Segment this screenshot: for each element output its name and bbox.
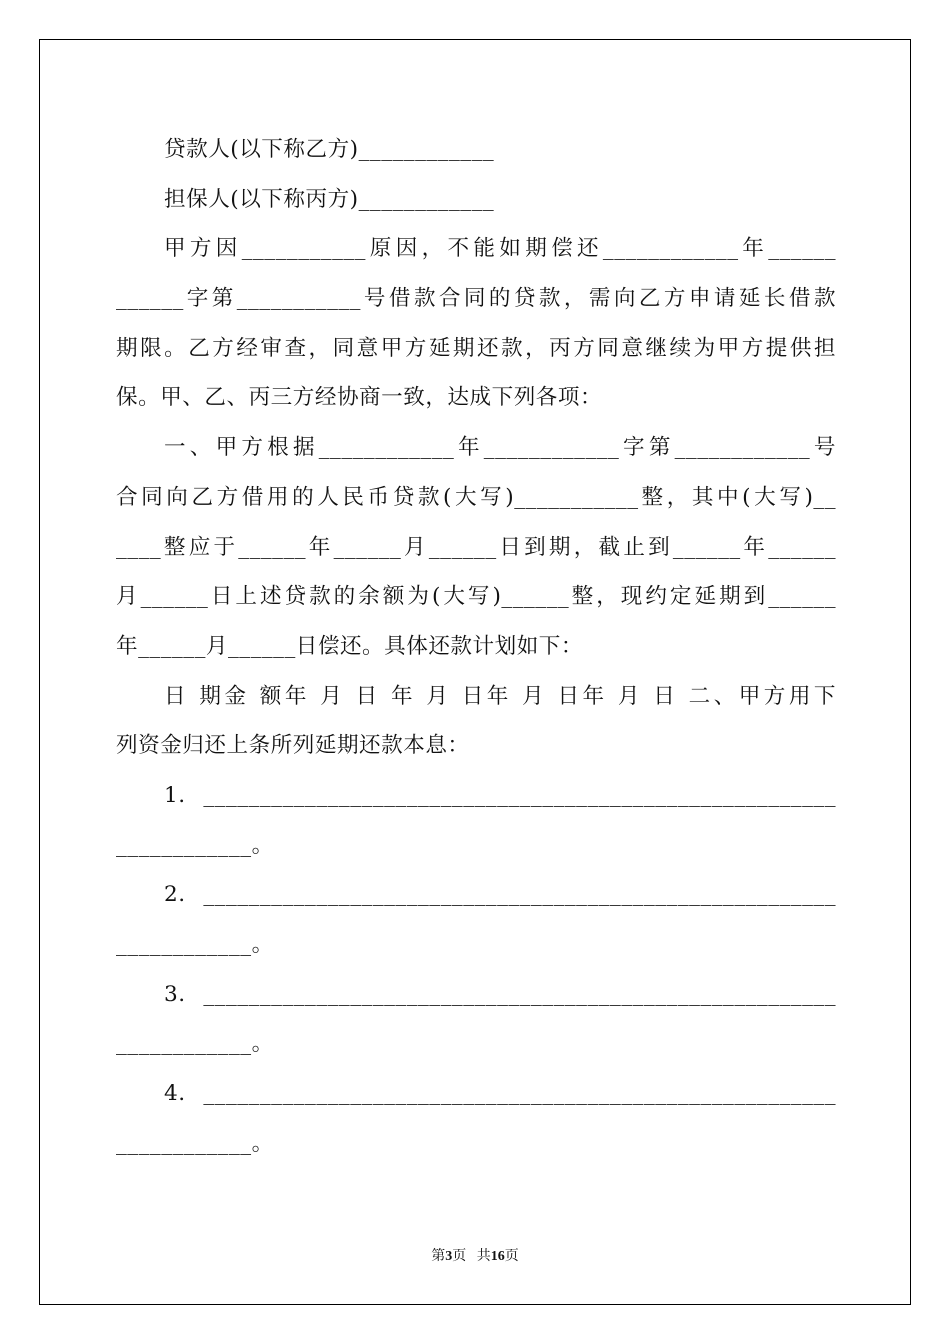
paragraph-line: 甲方因___________原因，不能如期偿还____________年______ [164, 236, 836, 262]
paragraph-line: ______字第___________号借款合同的贷款，需向乙方申请延长借款 [116, 286, 836, 312]
fund-item-3: 3. ________________________________________________________ [164, 981, 836, 1007]
page-footer [0, 1245, 950, 1265]
clause-one-line: 一、甲方根据____________年____________字第____________号 [164, 435, 836, 461]
fund-item-2-end: ____________。 [116, 932, 274, 957]
fund-item-1-end: ____________。 [116, 832, 274, 858]
page-unit: 页 [452, 1249, 467, 1264]
clause-one-line: 月______日上述贷款的余额为(大写)______整，现约定延期到______ [116, 584, 836, 610]
page-current: 3 [445, 1249, 453, 1264]
fund-item-1: 1. ________________________________________________________ [164, 782, 836, 808]
paragraph-line: 保。甲、乙、丙三方经协商一致，达成下列各项： [116, 385, 603, 411]
clause-one-line: 合同向乙方借用的人民币贷款(大写)___________整，其中(大写)__ [116, 484, 836, 510]
lender-line: 贷款人(以下称乙方)____________ [164, 137, 495, 162]
total-prefix: 共 [476, 1249, 491, 1264]
total-unit: 页 [504, 1249, 519, 1264]
clause-two-line: 列资金归还上条所列延期还款本息： [116, 733, 470, 759]
clause-one-line: 年______月______日偿还。具体还款计划如下： [116, 633, 583, 659]
fund-item-4: 4. ________________________________________________________ [164, 1081, 836, 1107]
paragraph-line: 期限。乙方经审查，同意甲方延期还款，丙方同意继续为甲方提供担 [116, 335, 836, 361]
fund-item-3-end: ____________。 [116, 1031, 274, 1057]
fund-item-4-end: ____________。 [116, 1130, 274, 1156]
document-body [116, 125, 836, 1168]
fund-item-2: 2. ________________________________________________________ [164, 882, 836, 908]
page-total: 16 [490, 1249, 505, 1264]
guarantor-line: 担保人(以下称丙方)____________ [164, 186, 495, 212]
page-prefix: 第 [431, 1249, 446, 1264]
clause-one-line: ____整应于______年______月______日到期，截止到______年______ [116, 534, 836, 560]
schedule-line: 日 期金 额年 月 日 年 月 日年 月 日年 月 日 二、甲方用下 [164, 683, 836, 709]
